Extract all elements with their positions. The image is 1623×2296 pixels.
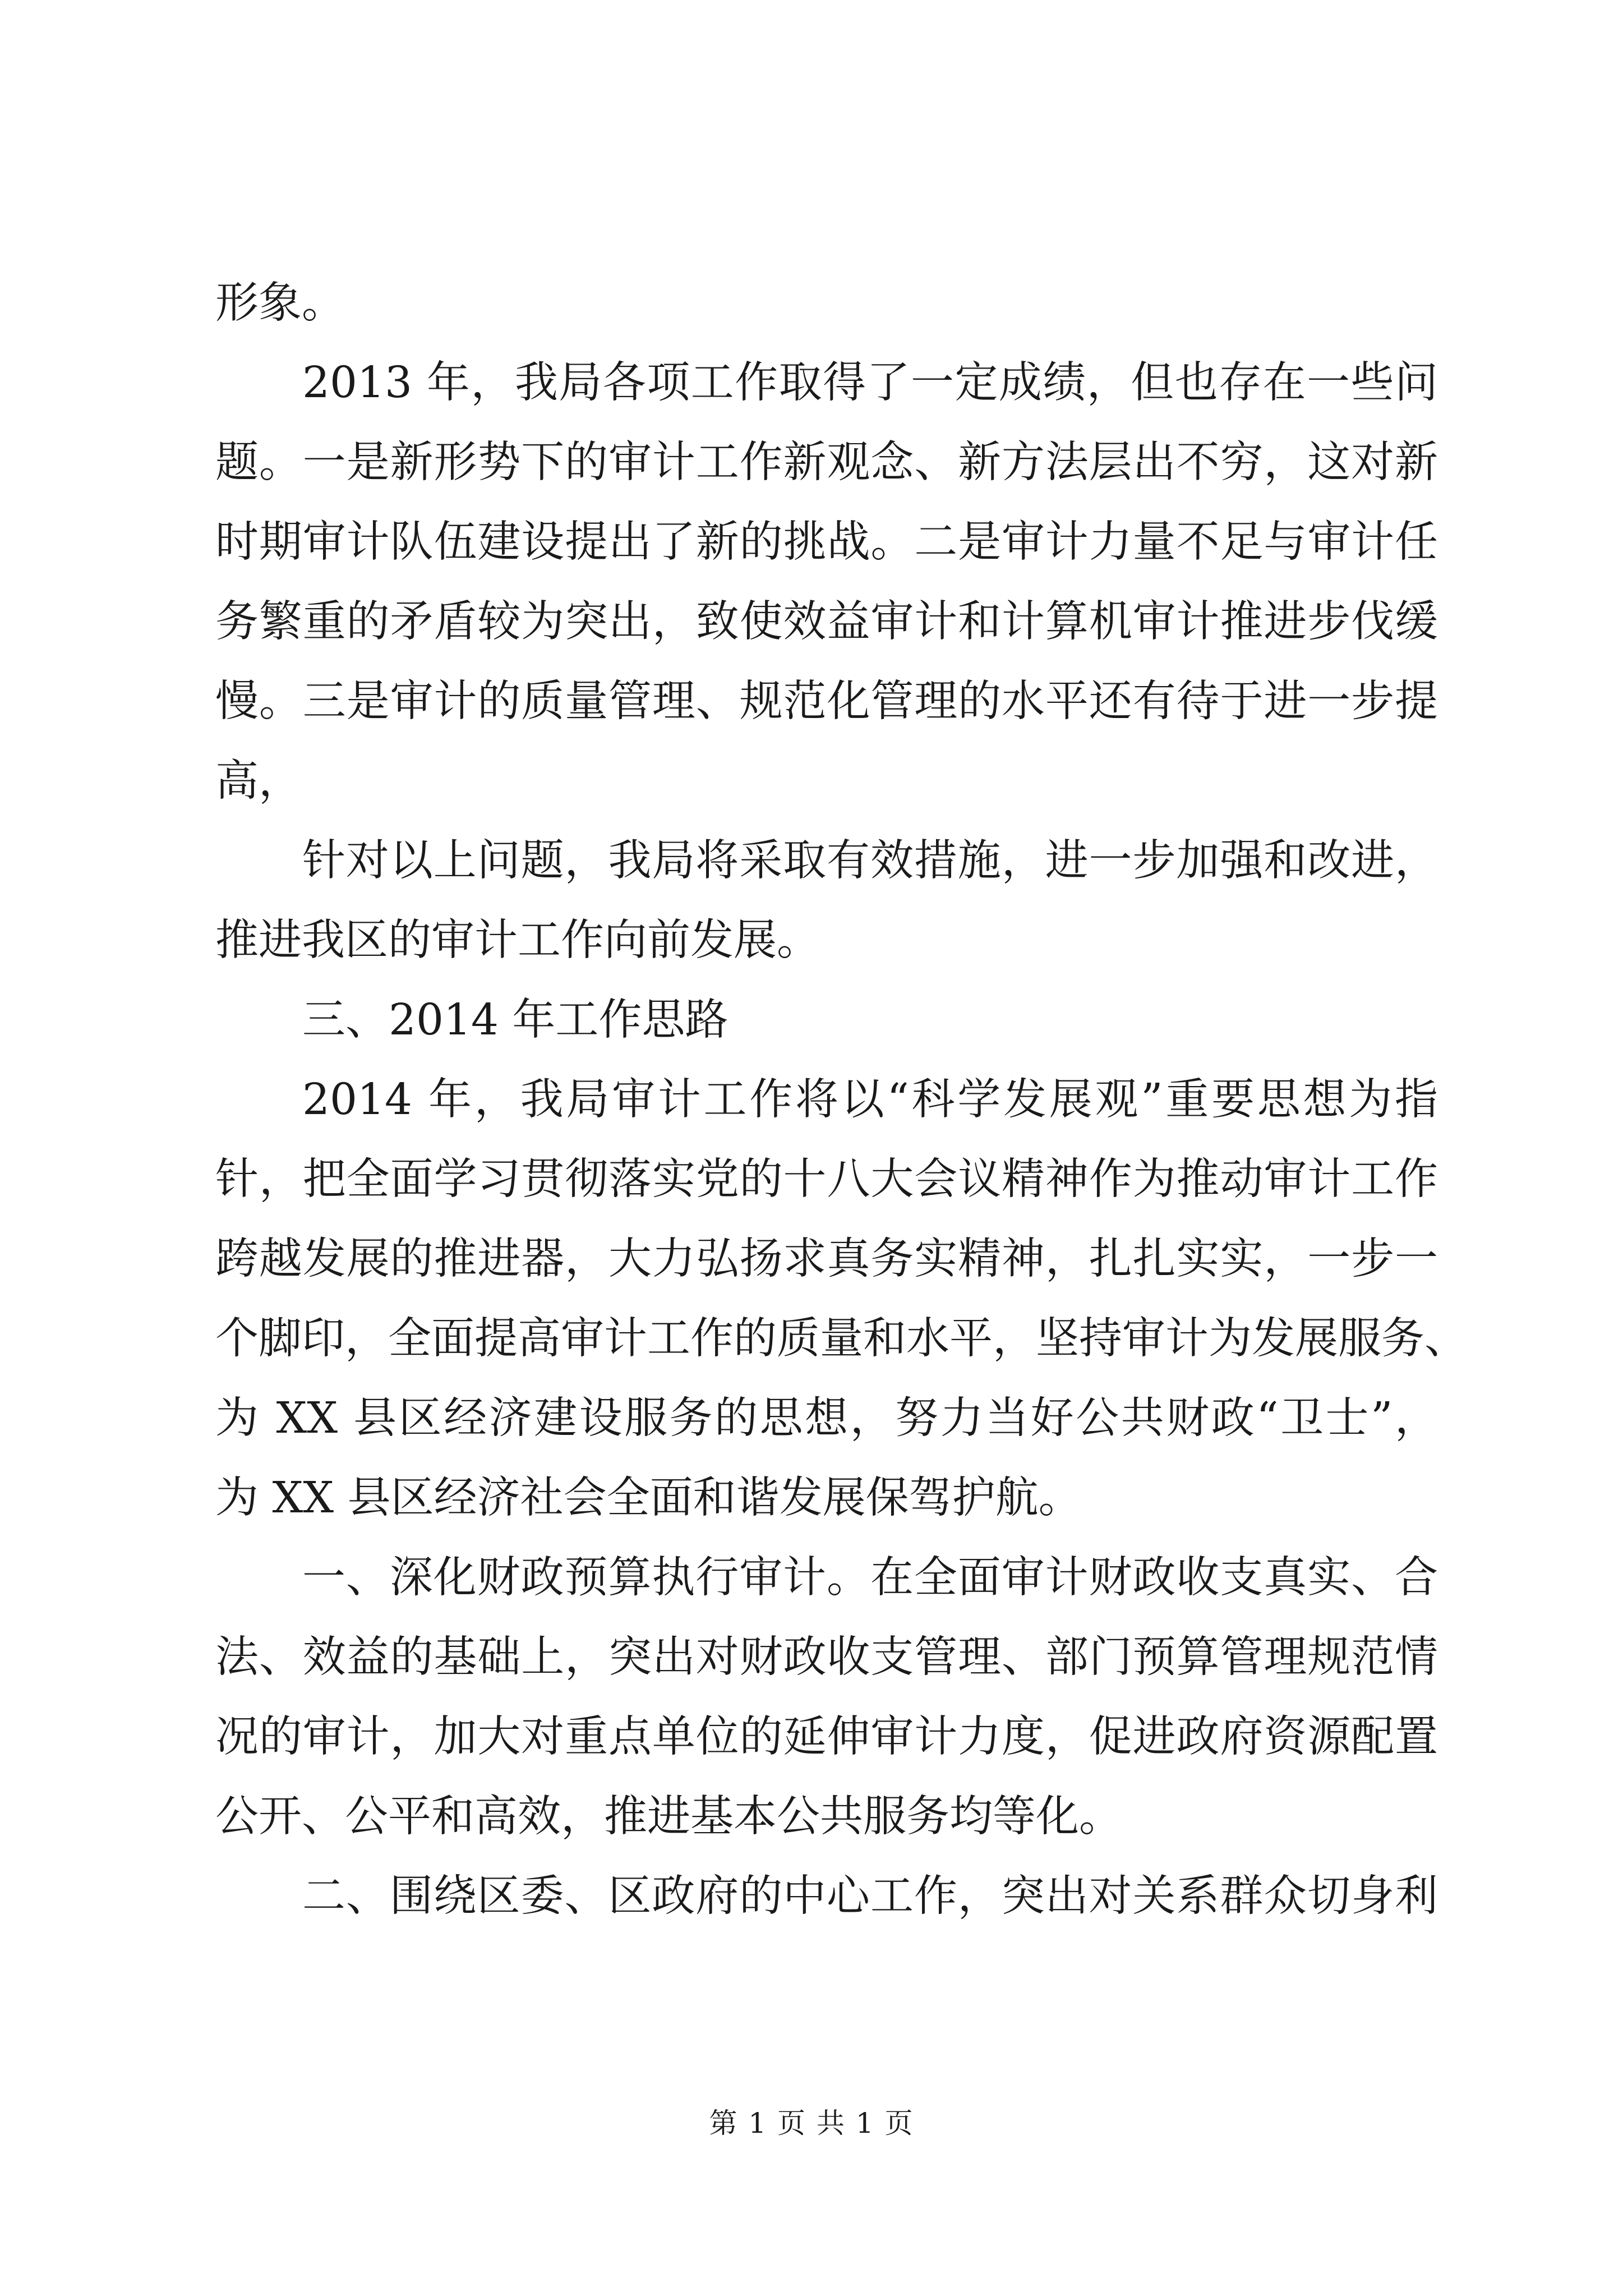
text-line: 法、效益的基础上，突出对财政收支管理、部门预算管理规范情 bbox=[215, 1632, 1438, 1682]
text-line: 跨越发展的推进器，大力弘扬求真务实精神，扎扎实实，一步一 bbox=[215, 1234, 1438, 1284]
text-line: 务繁重的矛盾较为突出，致使效益审计和计算机审计推进步伐缓 bbox=[215, 597, 1438, 647]
paragraph-start-line: 二、围绕区委、区政府的中心工作，突出对关系群众切身利 bbox=[302, 1871, 1438, 1921]
text-line: 高， bbox=[215, 756, 302, 806]
text-line: 题。一是新形势下的审计工作新观念、新方法层出不穷，这对新 bbox=[215, 438, 1438, 487]
text-line: 针，把全面学习贯彻落实党的十八大会议精神作为推动审计工作 bbox=[215, 1154, 1438, 1204]
page-number-footer: 第 1 页 共 1 页 bbox=[709, 2107, 914, 2139]
paragraph-start-line: 一、深化财政预算执行审计。在全面审计财政收支真实、合 bbox=[302, 1553, 1438, 1603]
text-line: 形象。 bbox=[215, 278, 345, 328]
text-line: 为 XX 县区经济社会全面和谐发展保驾护航。 bbox=[215, 1473, 1082, 1523]
paragraph-start-line: 2014 年，我局审计工作将以“科学发展观”重要思想为指 bbox=[302, 1075, 1438, 1125]
text-line: 慢。三是审计的质量管理、规范化管理的水平还有待于进一步提 bbox=[215, 677, 1438, 726]
text-line: 公开、公平和高效，推进基本公共服务均等化。 bbox=[215, 1792, 1122, 1842]
section-heading: 三、2014 年工作思路 bbox=[302, 995, 728, 1045]
body-text bbox=[215, 264, 1468, 1936]
text-line: 时期审计队伍建设提出了新的挑战。二是审计力量不足与审计任 bbox=[215, 517, 1438, 567]
text-line: 推进我区的审计工作向前发展。 bbox=[215, 915, 820, 965]
text-line: 况的审计，加大对重点单位的延伸审计力度，促进政府资源配置 bbox=[215, 1712, 1438, 1762]
text-line: 为 XX 县区经济建设服务的思想，努力当好公共财政“卫士”， bbox=[215, 1393, 1438, 1443]
text-line: 个脚印，全面提高审计工作的质量和水平，坚持审计为发展服务、 bbox=[215, 1314, 1468, 1364]
paragraph-start-line: 2013 年，我局各项工作取得了一定成绩，但也存在一些问 bbox=[302, 358, 1438, 408]
paragraph-start-line: 针对以上问题，我局将采取有效措施，进一步加强和改进， bbox=[302, 836, 1438, 886]
